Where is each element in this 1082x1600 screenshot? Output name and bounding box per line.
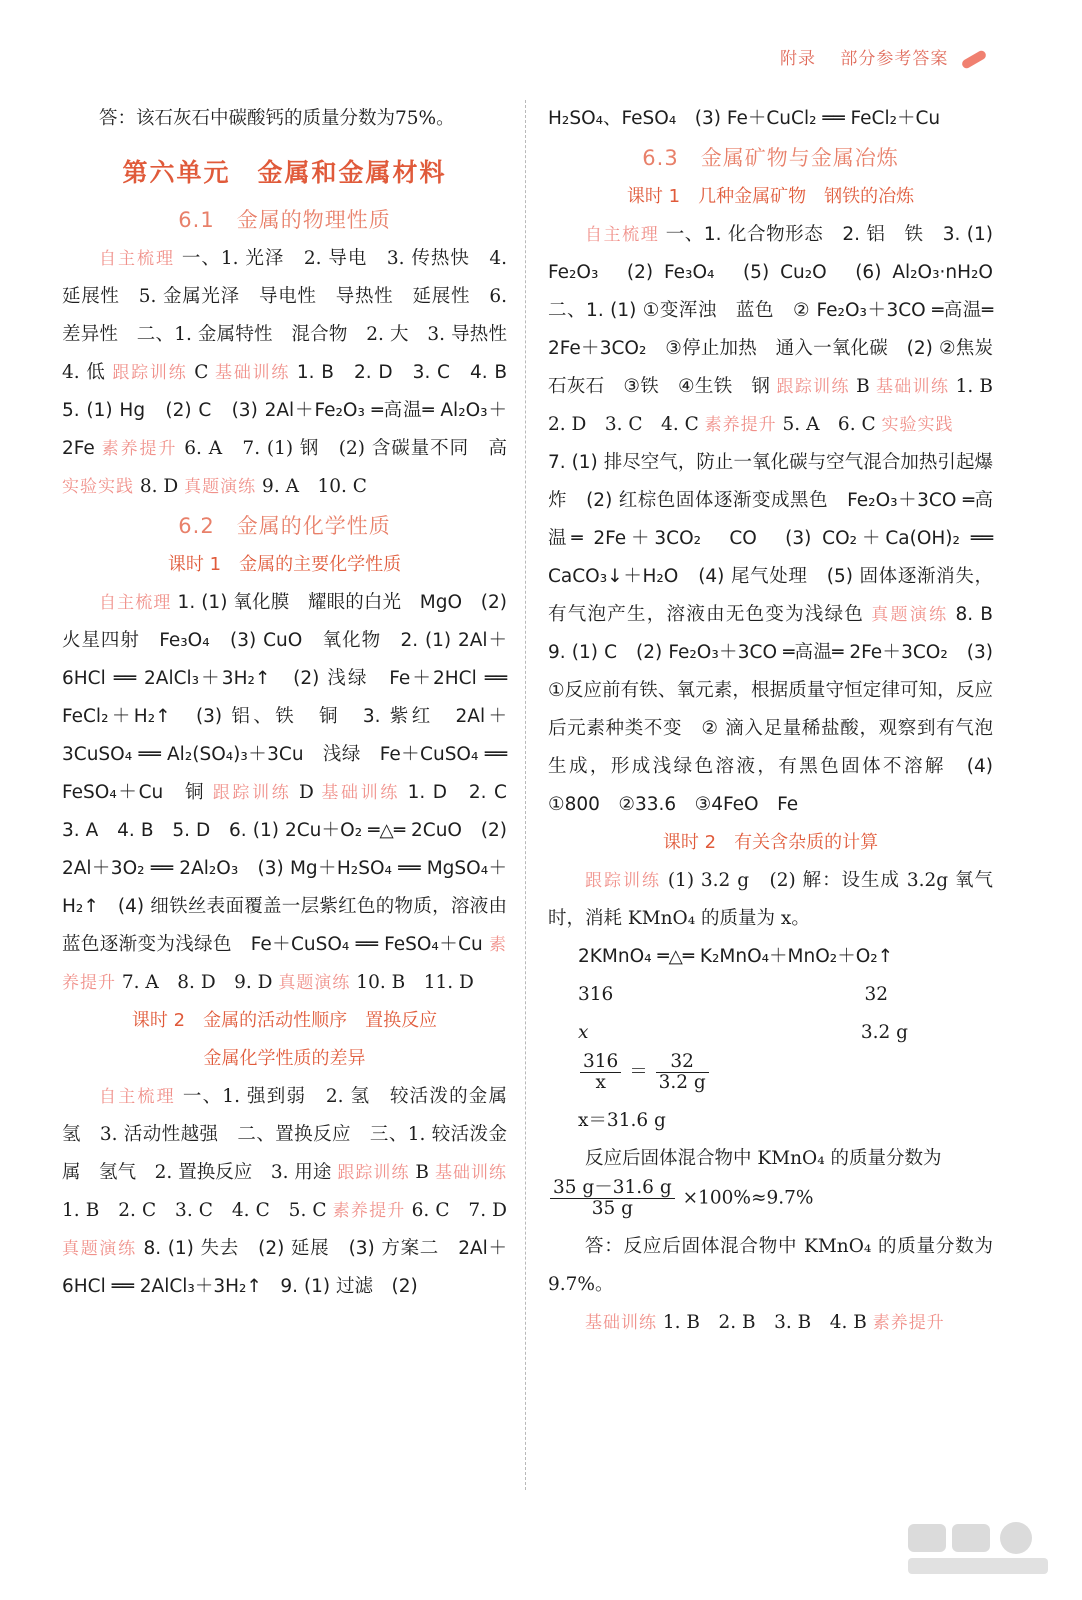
header-appendix: 附录 (780, 49, 816, 69)
mass-3-2g: 3.2 g (860, 1022, 908, 1043)
watermark-logo (904, 1518, 1054, 1578)
tag-zizhu: 自主梳理 (585, 225, 660, 245)
text: 7. A 8. D 9. D (121, 972, 273, 993)
percent-result: ×100%≈9.7% (682, 1187, 814, 1209)
pen-icon (960, 49, 987, 70)
text: 一、1. 化合物形态 2. 铝 铁 3. (1) Fe₂O₃ (2) Fe₃O₄ (5) Cu₂O (6) Al₂O₃·nH₂O 二、1. (1) ①变浑浊 蓝色 ② Fe₂O₃＋3CO ═高温═ 2Fe＋3CO₂ ③停止加热 通入一氧化碳 (2) ②焦炭 石灰石 ③铁 ④生铁 钢 (548, 224, 1012, 397)
tag-zizhu: 自主梳理 (99, 1087, 176, 1107)
section-6-2-title: 6.2 金属的化学性质 (178, 514, 391, 538)
text: 8. (1) 失去 (2) 延展 (3) 方案二 2Al＋6HCl ══ 2AlCl₃＋3H₂↑ 9. (1) 过滤 (2) (62, 1238, 507, 1297)
mass-ratio-row (578, 976, 888, 1014)
text: 10. B 11. D (356, 972, 474, 993)
text: 1. B 2. D 3. C 4. B 5. (1) Hg (2) C (3) 2Al＋Fe₂O₃ ═高温═ Al₂O₃＋2Fe (62, 362, 526, 459)
calculation-intro (548, 862, 993, 938)
mass-316: 316 (578, 984, 614, 1005)
text: 7. (1) 排尽空气，防止一氧化碳与空气混合加热引起爆炸 (2) 红棕色固体逐渐变成黑色 Fe₂O₃＋3CO ═高温═ 2Fe＋3CO₂ CO (3) CO₂＋Ca(OH)₂ ══ CaCO₃↓＋H₂O (4) 尾气处理 (5) 固体逐渐消失，有气泡产生，溶液由无色变为浅绿色 (548, 452, 993, 625)
tag-jichu: 基础训练 (585, 1313, 657, 1333)
basic-training-answers (548, 1304, 993, 1342)
numerator: 316 (580, 1052, 621, 1073)
tag-zizhu: 自主梳理 (99, 593, 172, 613)
tag-genzong: 跟踪训练 (776, 377, 850, 397)
lesson-2-subtitle: 金属化学性质的差异 (203, 1048, 366, 1069)
lesson-2-title: 课时 2 金属的活动性顺序 置换反应 (131, 1010, 438, 1031)
text: 1. B 2. B 3. B 4. B (662, 1312, 867, 1333)
tag-suyang: 素养提升 (332, 1201, 406, 1221)
chemical-equation: 2KMnO₄ ═△═ K₂MnO₄＋MnO₂＋O₂↑ (578, 946, 894, 967)
numerator: 35 g－31.6 g (550, 1178, 675, 1199)
fraction (550, 1178, 675, 1219)
left-column (62, 100, 526, 1306)
text: 一、1. 光泽 2. 导电 3. 传热快 4. 延展性 5. 金属光泽 导电性 导热性 延展性 6. 差异性 二、1. 金属特性 混合物 2. 大 3. 导热性 4. 低 (62, 248, 526, 383)
calculation-block (548, 938, 993, 1140)
lesson-2-title: 课时 2 有关含杂质的计算 (662, 832, 879, 853)
header-answers: 部分参考答案 (840, 49, 949, 69)
mass-fraction-calc (548, 1178, 993, 1228)
text: (1) 3.2 g (2) 解：设生成 3.2g 氧气时，消耗 KMnO₄ 的质量为 x。 (548, 870, 994, 929)
text: D (298, 782, 314, 803)
text: 6. C 7. D (411, 1200, 507, 1221)
final-answer: 答：反应后固体混合物中 KMnO₄ 的质量分数为 9.7%。 (548, 1236, 993, 1295)
tag-genzong: 跟踪训练 (212, 783, 292, 803)
tag-zizhu: 自主梳理 (99, 249, 175, 269)
page-header (780, 44, 987, 69)
text: B (856, 376, 870, 397)
tag-jichu: 基础训练 (875, 377, 950, 397)
proportion (578, 1052, 993, 1102)
text: 1. (1) 氧化膜 耀眼的白光 MgO (2) 火星四射 Fe₃O₄ (3) CuO 氧化物 2. (1) 2Al＋6HCl ══ 2AlCl₃＋3H₂↑ (2) 浅绿 Fe＋2HCl ══ FeCl₂＋H₂↑ (3) 铝、铁 铜 3. 紫红 2Al＋3CuSO₄ ══ Al₂(SO₄)₃＋3Cu 浅绿 Fe＋CuSO₄ ══ FeSO₄＋Cu 铜 (62, 592, 507, 803)
text: 8. B 9. (1) C (2) Fe₂O₃＋3CO ═高温═ 2Fe＋3CO₂ (3) ①反应前有铁、氧元素，根据质量守恒定律可知，反应后元素种类不变 ② 滴入足量稀盐酸，观察到有气泡生成，形成浅绿色溶液，有黑色固体不溶解 (4) ①800 ②33.6 ③4FeO Fe (548, 604, 1012, 815)
section-6-2-lesson-2-answers (62, 1078, 526, 1306)
tag-jichu: 基础训练 (321, 783, 401, 803)
section-6-3-title: 6.3 金属矿物与金属冶炼 (642, 146, 899, 170)
text: 5. A 6. C (782, 414, 876, 435)
text: 1. B 2. C 3. C 4. C 5. C (62, 1200, 327, 1221)
mass-value-row (578, 1014, 908, 1052)
lesson-1-title: 课时 1 金属的主要化学性质 (167, 554, 402, 575)
fraction (656, 1052, 709, 1093)
tag-genzong: 跟踪训练 (112, 363, 188, 383)
lesson-1-title: 课时 1 几种金属矿物 钢铁的冶炼 (626, 186, 915, 207)
unit-title: 第六单元 金属和金属材料 (122, 158, 447, 187)
experiment-answers (548, 444, 1012, 824)
tag-zhenti: 真题演练 (278, 973, 351, 993)
section-6-1-answers (62, 240, 526, 506)
tag-zhenti: 真题演练 (871, 605, 949, 625)
answer-line: 答：该石灰石中碳酸钙的质量分数为75%。 (99, 108, 455, 129)
denominator: 35 g (591, 1198, 633, 1219)
tag-suyang: 素养提升 (872, 1313, 945, 1333)
tag-suyang: 素养提升 (62, 935, 507, 993)
text: 6. A 7. (1) 钢 (2) 含碳量不同 高 (184, 438, 507, 459)
tag-zhenti: 真题演练 (62, 1239, 137, 1259)
tag-suyang: 素养提升 (101, 439, 178, 459)
section-6-2-lesson-1-answers (62, 584, 526, 1002)
text: 1. B 2. D 3. C 4. C (548, 376, 1012, 435)
equals-sign: ＝ (629, 1061, 648, 1083)
numerator: 32 (656, 1052, 709, 1073)
tag-zhenti: 真题演练 (184, 477, 257, 497)
tag-jichu: 基础训练 (434, 1163, 508, 1183)
tag-genzong: 跟踪训练 (337, 1163, 410, 1183)
section-6-3-lesson-1-answers (548, 216, 1012, 444)
text: B (415, 1162, 430, 1183)
text: 1. D 2. C 3. A 4. B 5. D 6. (1) 2Cu＋O₂ ═△═ 2CuO (2) 2Al＋3O₂ ══ 2Al₂O₃ (3) Mg＋H₂SO₄ ══ MgSO₄＋H₂↑ (4) 细铁丝表面覆盖一层紫红色的物质，溶液由蓝色逐渐变为浅绿色 Fe＋CuSO₄ ══ FeSO₄＋Cu (62, 782, 526, 955)
text: 8. D (139, 476, 179, 497)
text: 一、1. 强到弱 2. 氢 较活泼的金属 氢 3. 活动性越强 二、置换反应 三、1. 较活泼金属 氢气 2. 置换反应 3. 用途 (62, 1086, 526, 1183)
text: C (194, 362, 209, 383)
text: 9. A 10. C (262, 476, 367, 497)
fraction (580, 1052, 621, 1093)
tag-genzong: 跟踪训练 (585, 871, 661, 891)
tag-shiyan: 实验实践 (881, 415, 954, 435)
x-result: x＝31.6 g (578, 1110, 666, 1131)
mass-x: x (578, 1022, 589, 1043)
right-column (548, 100, 1012, 1342)
section-6-1-title: 6.1 金属的物理性质 (178, 208, 391, 232)
continued-answer: H₂SO₄、FeSO₄ (3) Fe＋CuCl₂ ══ FeCl₂＋Cu (548, 108, 941, 129)
denominator: 3.2 g (658, 1072, 706, 1093)
mass-32: 32 (864, 984, 888, 1005)
tag-jichu: 基础训练 (215, 363, 291, 383)
mass-fraction-text: 反应后固体混合物中 KMnO₄ 的质量分数为 (585, 1148, 942, 1169)
tag-suyang: 素养提升 (704, 415, 777, 435)
tag-shiyan: 实验实践 (62, 477, 134, 497)
denominator: x (595, 1072, 606, 1093)
